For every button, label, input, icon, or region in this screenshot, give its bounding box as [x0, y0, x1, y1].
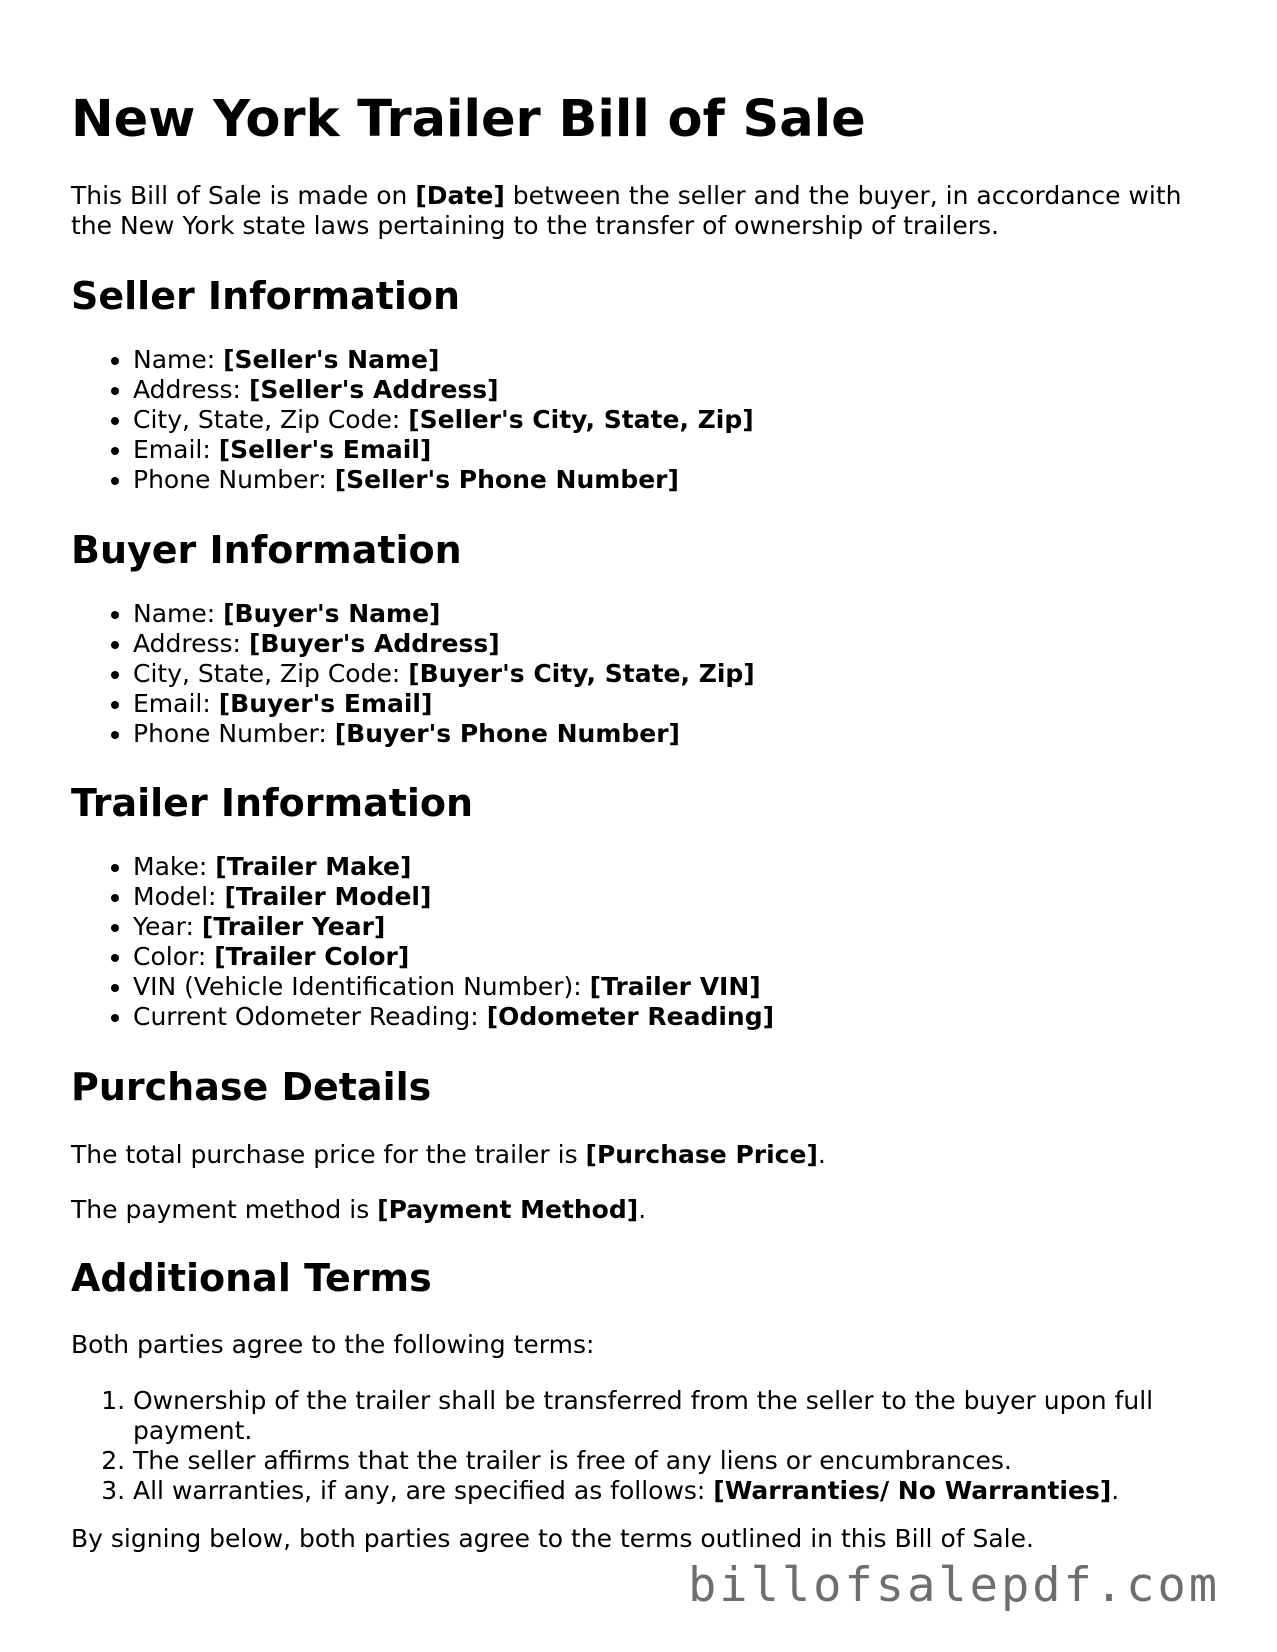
date-placeholder: [Date]	[415, 181, 505, 210]
list-item: • Color: [Trailer Color]	[133, 942, 1211, 972]
trailer-list	[71, 852, 1211, 1032]
list-item: • Address: [Seller's Address]	[133, 375, 1211, 405]
list-item: • City, State, Zip Code: [Seller's City, State, Zip]	[133, 405, 1211, 435]
list-item: • Email: [Seller's Email]	[133, 435, 1211, 465]
list-item: • Phone Number: [Seller's Phone Number]	[133, 465, 1211, 495]
list-item: • Model: [Trailer Model]	[133, 882, 1211, 912]
seller-heading: Seller Information	[71, 274, 461, 318]
purchase-price-placeholder: [Purchase Price]	[585, 1140, 818, 1169]
buyer-list	[71, 599, 1211, 749]
terms-heading: Additional Terms	[71, 1256, 432, 1300]
list-item: 3. All warranties, if any, are specified as follows: [Warranties/ No Warranties].	[133, 1476, 1211, 1506]
payment-method-text: The payment method is [Payment Method].	[71, 1195, 647, 1224]
watermark: billofsalepdf.com	[688, 1558, 1221, 1613]
closing-text: By signing below, both parties agree to the terms outlined in this Bill of Sale.	[71, 1524, 1034, 1553]
intro-paragraph: This Bill of Sale is made on [Date] between the seller and the buyer, in accordance with the New York state laws pertaining to the transfer of ownership of trailers.	[71, 181, 1182, 240]
list-item: • Name: [Seller's Name]	[133, 345, 1211, 375]
warranties-placeholder: [Warranties/ No Warranties]	[713, 1476, 1112, 1505]
purchase-price-text: The total purchase price for the trailer is [Purchase Price].	[71, 1140, 826, 1169]
list-item: • Make: [Trailer Make]	[133, 852, 1211, 882]
terms-intro: Both parties agree to the following terms:	[71, 1330, 595, 1359]
page-title: New York Trailer Bill of Sale	[71, 90, 866, 149]
payment-method-placeholder: [Payment Method]	[377, 1195, 639, 1224]
seller-list	[71, 345, 1211, 495]
list-item: • VIN (Vehicle Identification Number): [Trailer VIN]	[133, 972, 1211, 1002]
list-item: 2. The seller affirms that the trailer is free of any liens or encumbrances.	[133, 1446, 1211, 1476]
list-item: • City, State, Zip Code: [Buyer's City, State, Zip]	[133, 659, 1211, 689]
purchase-heading: Purchase Details	[71, 1065, 432, 1109]
buyer-heading: Buyer Information	[71, 528, 462, 572]
trailer-heading: Trailer Information	[71, 781, 474, 825]
list-item: • Phone Number: [Buyer's Phone Number]	[133, 719, 1211, 749]
list-item: • Current Odometer Reading: [Odometer Reading]	[133, 1002, 1211, 1032]
list-item: 1. Ownership of the trailer shall be transferred from the seller to the buyer upon full payment.	[133, 1386, 1211, 1446]
list-item: • Email: [Buyer's Email]	[133, 689, 1211, 719]
list-item: • Name: [Buyer's Name]	[133, 599, 1211, 629]
list-item: • Year: [Trailer Year]	[133, 912, 1211, 942]
list-item: • Address: [Buyer's Address]	[133, 629, 1211, 659]
terms-list	[71, 1386, 1211, 1506]
